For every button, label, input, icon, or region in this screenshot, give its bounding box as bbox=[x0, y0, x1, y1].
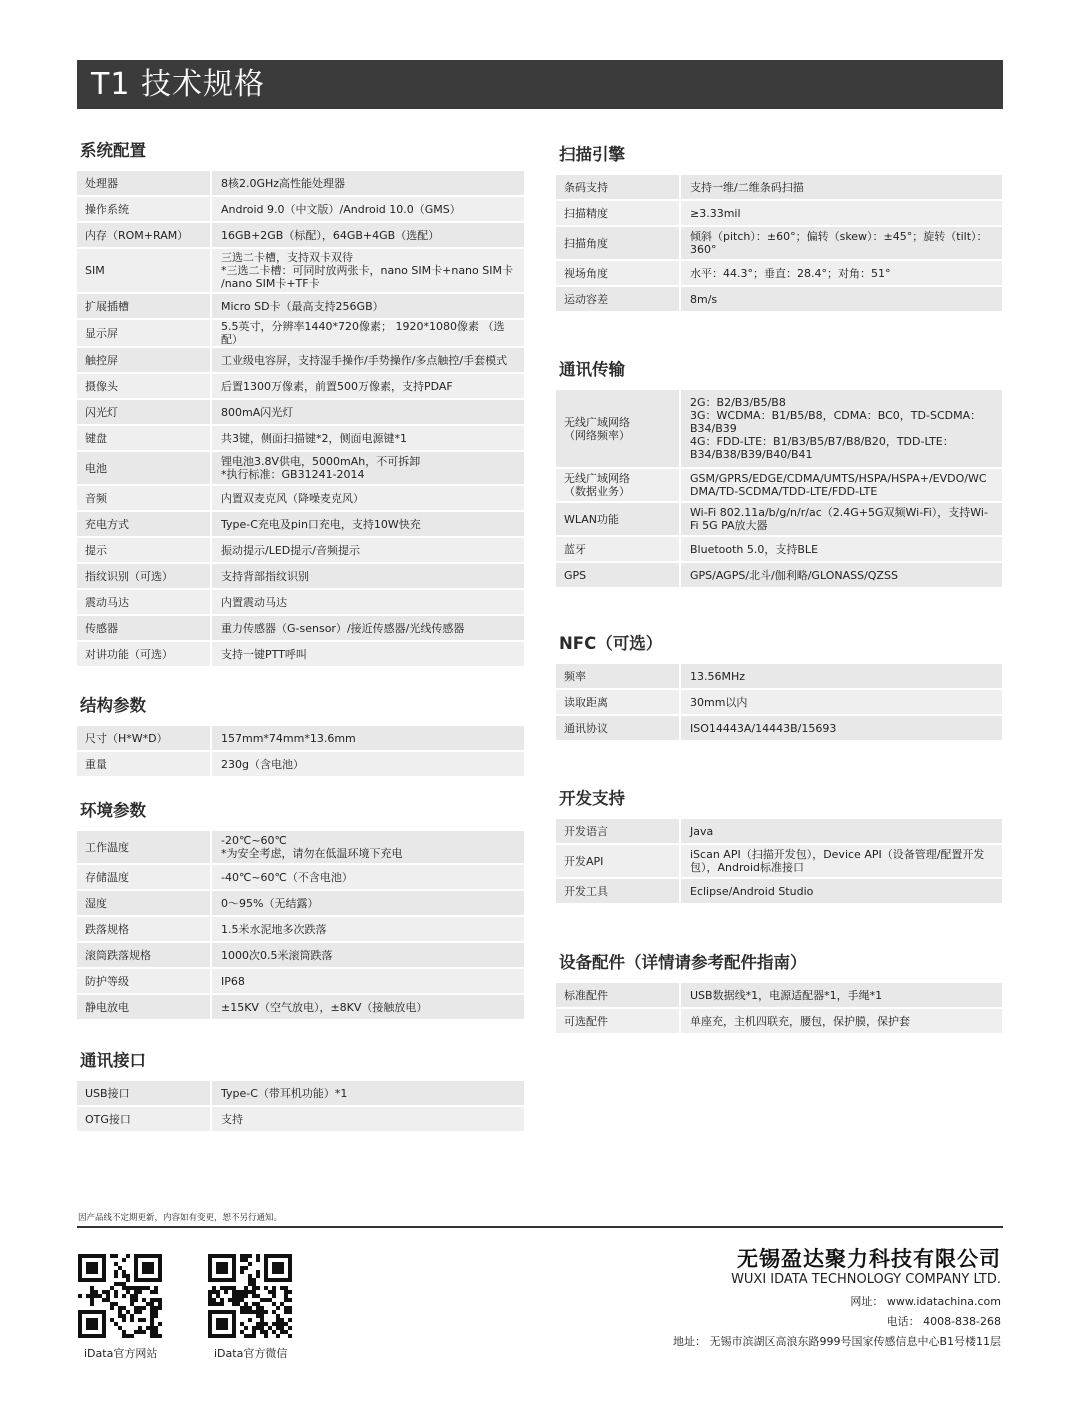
table-row bbox=[556, 716, 1002, 742]
section-title: 开发支持 bbox=[559, 789, 625, 808]
spec-label: 通讯协议 bbox=[556, 716, 681, 742]
table-row bbox=[77, 348, 524, 374]
table-row bbox=[77, 564, 524, 590]
spec-value: 支持背部指纹识别 bbox=[212, 564, 524, 590]
spec-label: 音频 bbox=[77, 486, 212, 512]
spec-section bbox=[77, 140, 524, 668]
table-row bbox=[77, 512, 524, 538]
spec-table bbox=[556, 983, 1002, 1035]
section-title: 环境参数 bbox=[80, 801, 146, 820]
table-row bbox=[77, 752, 524, 778]
spec-label: 频率 bbox=[556, 664, 681, 690]
spec-label: 触控屏 bbox=[77, 348, 212, 374]
table-row bbox=[77, 943, 524, 969]
spec-section bbox=[556, 788, 1002, 905]
section-title: 通讯传输 bbox=[559, 360, 625, 379]
spec-table bbox=[77, 726, 524, 778]
table-row bbox=[556, 201, 1002, 227]
spec-value: 振动提示/LED提示/音频提示 bbox=[212, 538, 524, 564]
table-row bbox=[77, 616, 524, 642]
spec-value: -40℃~60℃（不含电池） bbox=[212, 865, 524, 891]
spec-value: 三选二卡槽，支持双卡双待 *三选二卡槽：可同时放两张卡，nano SIM卡+nano SIM卡 /nano SIM卡+TF卡 bbox=[212, 249, 524, 294]
spec-table bbox=[556, 819, 1002, 905]
spec-value: Micro SD卡（最高支持256GB） bbox=[212, 294, 524, 320]
spec-value: 1.5米水泥地多次跌落 bbox=[212, 917, 524, 943]
table-row bbox=[77, 995, 524, 1021]
spec-label: 开发语言 bbox=[556, 819, 681, 845]
spec-table bbox=[77, 171, 524, 668]
spec-value: 800mA闪光灯 bbox=[212, 400, 524, 426]
spec-value: 内置双麦克风（降噪麦克风） bbox=[212, 486, 524, 512]
spec-value: 13.56MHz bbox=[681, 664, 1002, 690]
spec-value: GSM/GPRS/EDGE/CDMA/UMTS/HSPA/HSPA+/EVDO/WC DMA/TD-SCDMA/TDD-LTE/FDD-LTE bbox=[681, 469, 1002, 503]
spec-table bbox=[77, 831, 524, 1021]
spec-label: 工作温度 bbox=[77, 831, 212, 865]
website-qr-label: iData官方网站 bbox=[84, 1347, 158, 1360]
spec-section bbox=[556, 633, 1002, 742]
spec-value: iScan API（扫描开发包），Device API（设备管理/配置开发 包），Android标准接口 bbox=[681, 845, 1002, 879]
spec-value: 共3键，侧面扫描键*2，侧面电源键*1 bbox=[212, 426, 524, 452]
table-row bbox=[77, 400, 524, 426]
spec-value: 支持一维/二维条码扫描 bbox=[681, 175, 1002, 201]
spec-label: 跌落规格 bbox=[77, 917, 212, 943]
spec-table bbox=[556, 390, 1002, 589]
spec-label: 可选配件 bbox=[556, 1009, 681, 1035]
spec-label: 静电放电 bbox=[77, 995, 212, 1021]
spec-table bbox=[556, 175, 1002, 313]
table-row bbox=[77, 171, 524, 197]
spec-label: 震动马达 bbox=[77, 590, 212, 616]
table-row bbox=[556, 287, 1002, 313]
table-row bbox=[556, 845, 1002, 879]
spec-label: 指纹识别（可选） bbox=[77, 564, 212, 590]
table-row bbox=[77, 969, 524, 995]
right-column bbox=[556, 144, 1002, 1035]
spec-label: 处理器 bbox=[77, 171, 212, 197]
spec-label: 操作系统 bbox=[77, 197, 212, 223]
spec-value: 内置震动马达 bbox=[212, 590, 524, 616]
spec-value: 2G：B2/B3/B5/B8 3G：WCDMA：B1/B5/B8，CDMA：BC0，TD-SCDMA： B34/B39 4G：FDD-LTE：B1/B3/B5/B7/B8/B20，TDD-LTE： B34/B38/B39/B40/B41 bbox=[681, 390, 1002, 469]
spec-value: 工业级电容屏，支持湿手操作/手势操作/多点触控/手套模式 bbox=[212, 348, 524, 374]
spec-label: 扫描角度 bbox=[556, 227, 681, 261]
spec-label: 对讲功能（可选） bbox=[77, 642, 212, 668]
spec-value: ISO14443A/14443B/15693 bbox=[681, 716, 1002, 742]
table-row bbox=[77, 223, 524, 249]
spec-label: 滚筒跌落规格 bbox=[77, 943, 212, 969]
spec-label: 无线广域网络 （网络频率） bbox=[556, 390, 681, 469]
spec-label: 扫描精度 bbox=[556, 201, 681, 227]
disclaimer-note: 因产品线不定期更新，内容如有变更，恕不另行通知。 bbox=[78, 1213, 283, 1223]
table-row bbox=[77, 538, 524, 564]
table-row bbox=[77, 294, 524, 320]
spec-value: 锂电池3.8V供电，5000mAh，不可拆卸 *执行标准：GB31241-2014 bbox=[212, 452, 524, 486]
spec-value: Bluetooth 5.0，支持BLE bbox=[681, 537, 1002, 563]
spec-label: 尺寸（H*W*D） bbox=[77, 726, 212, 752]
spec-label: 标准配件 bbox=[556, 983, 681, 1009]
spec-label: USB接口 bbox=[77, 1081, 212, 1107]
spec-label: WLAN功能 bbox=[556, 503, 681, 537]
spec-value: USB数据线*1，电源适配器*1，手绳*1 bbox=[681, 983, 1002, 1009]
spec-value: Eclipse/Android Studio bbox=[681, 879, 1002, 905]
table-row bbox=[77, 197, 524, 223]
spec-value: 5.5英寸，分辨率1440*720像素； 1920*1080像素 （选配） bbox=[212, 320, 524, 348]
spec-table bbox=[556, 664, 1002, 742]
table-row bbox=[77, 374, 524, 400]
spec-value: GPS/AGPS/北斗/伽利略/GLONASS/QZSS bbox=[681, 563, 1002, 589]
spec-label: 蓝牙 bbox=[556, 537, 681, 563]
spec-label: 重量 bbox=[77, 752, 212, 778]
spec-label: 充电方式 bbox=[77, 512, 212, 538]
spec-label: 显示屏 bbox=[77, 320, 212, 348]
spec-value: 8m/s bbox=[681, 287, 1002, 313]
spec-label: 读取距离 bbox=[556, 690, 681, 716]
spec-label: 摄像头 bbox=[77, 374, 212, 400]
spec-table bbox=[77, 1081, 524, 1133]
section-title: NFC（可选） bbox=[559, 634, 663, 653]
table-row bbox=[556, 563, 1002, 589]
spec-label: 开发工具 bbox=[556, 879, 681, 905]
spec-label: 提示 bbox=[77, 538, 212, 564]
spec-value: 支持一键PTT呼叫 bbox=[212, 642, 524, 668]
spec-value: 157mm*74mm*13.6mm bbox=[212, 726, 524, 752]
company-name-en: WUXI IDATA TECHNOLOGY COMPANY LTD. bbox=[731, 1272, 1001, 1287]
table-row bbox=[77, 831, 524, 865]
spec-value: Type-C充电及pin口充电，支持10W快充 bbox=[212, 512, 524, 538]
spec-label: 闪光灯 bbox=[77, 400, 212, 426]
table-row bbox=[556, 390, 1002, 469]
spec-label: 条码支持 bbox=[556, 175, 681, 201]
spec-value: 16GB+2GB（标配），64GB+4GB（选配） bbox=[212, 223, 524, 249]
section-title: 结构参数 bbox=[80, 696, 146, 715]
spec-value: 重力传感器（G-sensor）/接近传感器/光线传感器 bbox=[212, 616, 524, 642]
spec-value: 后置1300万像素，前置500万像素，支持PDAF bbox=[212, 374, 524, 400]
spec-value: -20℃~60℃ *为安全考虑，请勿在低温环境下充电 bbox=[212, 831, 524, 865]
spec-value: Wi-Fi 802.11a/b/g/n/r/ac（2.4G+5G双频Wi-Fi），支持Wi- Fi 5G PA放大器 bbox=[681, 503, 1002, 537]
spec-label: OTG接口 bbox=[77, 1107, 212, 1133]
table-row bbox=[556, 537, 1002, 563]
footer-divider bbox=[77, 1226, 1003, 1228]
spec-section bbox=[556, 359, 1002, 589]
spec-label: 无线广域网络 （数据业务） bbox=[556, 469, 681, 503]
wechat-qr-code bbox=[208, 1254, 292, 1338]
spec-value: 8核2.0GHz高性能处理器 bbox=[212, 171, 524, 197]
spec-label: 运动容差 bbox=[556, 287, 681, 313]
table-row bbox=[77, 320, 524, 348]
table-row bbox=[77, 1081, 524, 1107]
table-row bbox=[77, 726, 524, 752]
table-row bbox=[556, 983, 1002, 1009]
spec-section bbox=[77, 695, 524, 778]
spec-value: IP68 bbox=[212, 969, 524, 995]
spec-value: 单座充，主机四联充，腰包，保护膜，保护套 bbox=[681, 1009, 1002, 1035]
table-row bbox=[556, 175, 1002, 201]
spec-value: ±15KV（空气放电），±8KV（接触放电） bbox=[212, 995, 524, 1021]
table-row bbox=[77, 891, 524, 917]
spec-value: Android 9.0（中文版）/Android 10.0（GMS） bbox=[212, 197, 524, 223]
table-row bbox=[556, 664, 1002, 690]
table-row bbox=[556, 469, 1002, 503]
spec-value: 0～95%（无结露） bbox=[212, 891, 524, 917]
section-title: 通讯接口 bbox=[80, 1051, 146, 1070]
spec-value: 1000次0.5米滚筒跌落 bbox=[212, 943, 524, 969]
company-phone: 电话： 4008-838-268 bbox=[886, 1315, 1001, 1328]
website-qr-code bbox=[78, 1254, 162, 1338]
table-row bbox=[556, 879, 1002, 905]
table-row bbox=[77, 486, 524, 512]
spec-value: ≥3.33mil bbox=[681, 201, 1002, 227]
table-row bbox=[556, 690, 1002, 716]
left-column bbox=[77, 140, 524, 1133]
table-row bbox=[77, 917, 524, 943]
spec-value: 水平：44.3°；垂直：28.4°；对角：51° bbox=[681, 261, 1002, 287]
table-row bbox=[77, 426, 524, 452]
spec-label: SIM bbox=[77, 249, 212, 294]
spec-section bbox=[556, 144, 1002, 313]
table-row bbox=[77, 1107, 524, 1133]
spec-label: 开发API bbox=[556, 845, 681, 879]
spec-label: 键盘 bbox=[77, 426, 212, 452]
spec-value: Java bbox=[681, 819, 1002, 845]
spec-label: 视场角度 bbox=[556, 261, 681, 287]
spec-label: 防护等级 bbox=[77, 969, 212, 995]
table-row bbox=[556, 819, 1002, 845]
section-title: 扫描引擎 bbox=[559, 145, 625, 164]
table-row bbox=[77, 590, 524, 616]
spec-label: GPS bbox=[556, 563, 681, 589]
table-row bbox=[77, 452, 524, 486]
spec-label: 存储温度 bbox=[77, 865, 212, 891]
spec-section bbox=[556, 952, 1002, 1035]
company-address: 地址： 无锡市滨湖区高浪东路999号国家传感信息中心B1号楼11层 bbox=[672, 1335, 1001, 1348]
company-name-cn: 无锡盈达聚力科技有限公司 bbox=[737, 1247, 1001, 1271]
table-row bbox=[77, 249, 524, 294]
page-title: T1 技术规格 bbox=[77, 60, 1003, 109]
spec-label: 内存（ROM+RAM） bbox=[77, 223, 212, 249]
spec-value: 倾斜（pitch）：±60°；偏转（skew）：±45°；旋转（tilt）： 360° bbox=[681, 227, 1002, 261]
spec-section bbox=[77, 1050, 524, 1133]
table-row bbox=[556, 227, 1002, 261]
table-row bbox=[556, 503, 1002, 537]
table-row bbox=[77, 865, 524, 891]
spec-label: 扩展插槽 bbox=[77, 294, 212, 320]
table-row bbox=[556, 261, 1002, 287]
company-website: 网址： www.idatachina.com bbox=[850, 1295, 1001, 1308]
table-row bbox=[77, 642, 524, 668]
spec-section bbox=[77, 800, 524, 1021]
spec-value: 支持 bbox=[212, 1107, 524, 1133]
spec-label: 电池 bbox=[77, 452, 212, 486]
wechat-qr-label: iData官方微信 bbox=[214, 1347, 288, 1360]
spec-value: 230g（含电池） bbox=[212, 752, 524, 778]
spec-value: Type-C（带耳机功能）*1 bbox=[212, 1081, 524, 1107]
section-title: 系统配置 bbox=[80, 141, 146, 160]
spec-label: 湿度 bbox=[77, 891, 212, 917]
section-title: 设备配件（详情请参考配件指南） bbox=[559, 953, 807, 972]
table-row bbox=[556, 1009, 1002, 1035]
spec-value: 30mm以内 bbox=[681, 690, 1002, 716]
spec-label: 传感器 bbox=[77, 616, 212, 642]
